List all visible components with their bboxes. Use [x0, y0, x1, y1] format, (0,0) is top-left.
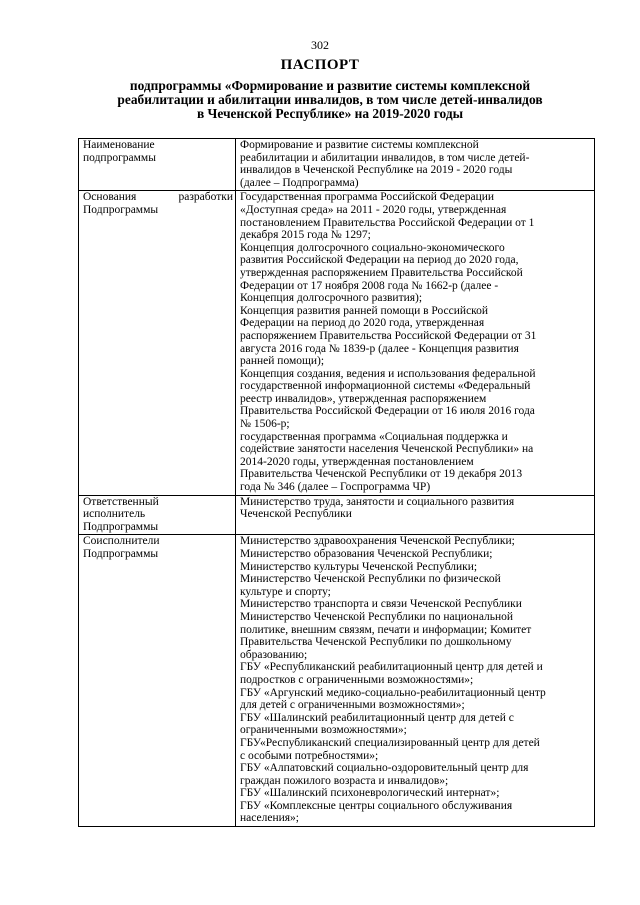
passport-table-body: [79, 139, 595, 827]
value-line: ГБУ «Шалинский психоневрологический интернат»;: [240, 787, 500, 800]
page-number: 302: [311, 38, 329, 52]
value-line: государственной информационной системы «Федеральный: [240, 380, 531, 393]
value-line: Министерство труда, занятости и социального развития: [240, 495, 515, 508]
row-responsible-executor: [79, 495, 595, 535]
value-line: № 1506-р;: [240, 418, 290, 431]
value-line: ГБУ «Республиканский реабилитационный центр для детей и: [240, 661, 543, 674]
label-line: Ответственный: [83, 495, 159, 508]
value-line: (далее – Подпрограмма): [240, 176, 359, 189]
label-cell: [79, 495, 236, 535]
label-line: исполнитель: [83, 508, 146, 521]
value-line: образованию;: [240, 648, 308, 661]
value-line: Концепция долгосрочного социально-экономического: [240, 241, 505, 254]
value-line: ГБУ «Алпатовский социально-оздоровительный центр для: [240, 762, 529, 775]
value-line: Министерство здравоохранения Чеченской Республики;: [240, 535, 515, 548]
value-line: Государственная программа Российской Федерации: [240, 191, 495, 204]
value-line: населения»;: [240, 812, 299, 825]
value-line: постановлением Правительства Российской Федерации от 1: [240, 216, 535, 229]
value-line: подростков с ограниченными возможностями»;: [240, 673, 474, 686]
row-co-executors: [79, 535, 595, 827]
label-cell: [79, 191, 236, 495]
subtitle-line: в Чеченской Республике» на 2019-2020 годы: [196, 106, 464, 121]
label-line: Подпрограммы: [83, 548, 159, 560]
subtitle-line: реабилитации и абилитации инвалидов, в том числе детей-инвалидов: [117, 92, 543, 107]
label-line: Основания разработки: [83, 191, 233, 204]
value-line: Федерации от 17 ноября 2008 года № 1662-р (далее -: [240, 279, 499, 292]
value-line: Концепция создания, ведения и использования федеральной: [240, 367, 536, 380]
value-line: утвержденная распоряжением Правительства Российской: [240, 266, 523, 279]
value-line: 2014-2020 годы, утвержденная постановлением: [240, 455, 474, 468]
value-line: Министерство Чеченской Республики по национальной: [240, 610, 514, 623]
value-cell: [236, 495, 595, 535]
value-line: граждан пожилого возраста и инвалидов»;: [240, 774, 449, 787]
value-line: «Доступная среда» на 2011 - 2020 годы, утвержденная: [240, 203, 507, 216]
value-line: Министерство культуры Чеченской Республики;: [240, 560, 478, 573]
value-cell: [236, 535, 595, 827]
value-line: Министерство транспорта и связи Чеченской Республики: [240, 598, 522, 611]
value-line: Формирование и развитие системы комплексной: [240, 139, 479, 151]
value-line: Концепция долгосрочного развития);: [240, 292, 423, 305]
value-line: ГБУ «Шалинский реабилитационный центр для детей с: [240, 711, 514, 724]
value-line: Правительства Чеченской Республики по дошкольному: [240, 636, 512, 649]
value-line: распоряжением Правительства Российской Федерации от 31: [240, 329, 537, 342]
value-line: Правительства Чеченской Республики от 19 декабря 2013: [240, 468, 523, 481]
value-line: декабря 2015 года № 1297;: [240, 229, 371, 242]
value-line: для детей с ограниченными возможностями»;: [240, 699, 465, 712]
value-line: развития Российской Федерации на период до 2020 года,: [240, 254, 519, 267]
label-line: Соисполнители: [83, 535, 160, 548]
value-line: реестр инвалидов», утвержденная распоряжением: [240, 392, 487, 405]
row-development-grounds: [79, 191, 595, 495]
value-line: Министерство образования Чеченской Республики;: [240, 548, 493, 560]
document-title: ПАСПОРТ: [280, 57, 360, 73]
value-line: Концепция развития ранней помощи в Российской: [240, 304, 489, 317]
value-line: года № 346 (далее – Госпрограмма ЧР): [240, 481, 431, 494]
value-cell: [236, 139, 595, 191]
subtitle-line: подпрограммы «Формирование и развитие системы комплексной: [129, 78, 531, 93]
label-cell: [79, 535, 236, 827]
document-subtitle: [90, 79, 570, 121]
value-line: содействие занятости населения Чеченской Республики» на: [240, 443, 534, 456]
label-line: Подпрограммы: [83, 203, 159, 216]
passport-table: [78, 138, 595, 827]
label-line: подпрограммы: [83, 151, 156, 164]
value-line: культуре и спорту;: [240, 585, 331, 598]
label-cell: [79, 139, 236, 191]
value-line: августа 2016 года № 1839-р (далее - Концепция развития: [240, 342, 519, 355]
value-line: ограниченными возможностями»;: [240, 724, 407, 737]
value-line: ГБУ «Аргунский медико-социально-реабилитационный центр: [240, 686, 546, 699]
value-line: реабилитации и абилитации инвалидов, в том числе детей-: [240, 151, 530, 164]
value-line: Федерации на период до 2020 года, утвержденная: [240, 317, 485, 330]
value-line: Министерство Чеченской Республики по физической: [240, 573, 501, 586]
value-line: инвалидов в Чеченской Республике на 2019 - 2020 годы: [240, 164, 513, 177]
value-line: политике, внешним связям, печати и информации; Комитет: [240, 623, 532, 636]
value-line: с особыми потребностями»;: [240, 749, 379, 762]
value-line: Правительства Российской Федерации от 16 июля 2016 года: [240, 405, 535, 418]
value-line: ГБУ«Республиканский специализированный центр для детей: [240, 736, 540, 749]
label-line: Наименование: [83, 139, 155, 151]
row-subprogram-name: [79, 139, 595, 191]
value-line: государственная программа «Социальная поддержка и: [240, 430, 508, 443]
value-line: Чеченской Республики: [240, 508, 352, 521]
label-line: Подпрограммы: [83, 520, 159, 533]
value-line: ранней помощи);: [240, 355, 325, 368]
value-line: ГБУ «Комплексные центры социального обслуживания: [240, 799, 513, 812]
value-cell: [236, 191, 595, 495]
